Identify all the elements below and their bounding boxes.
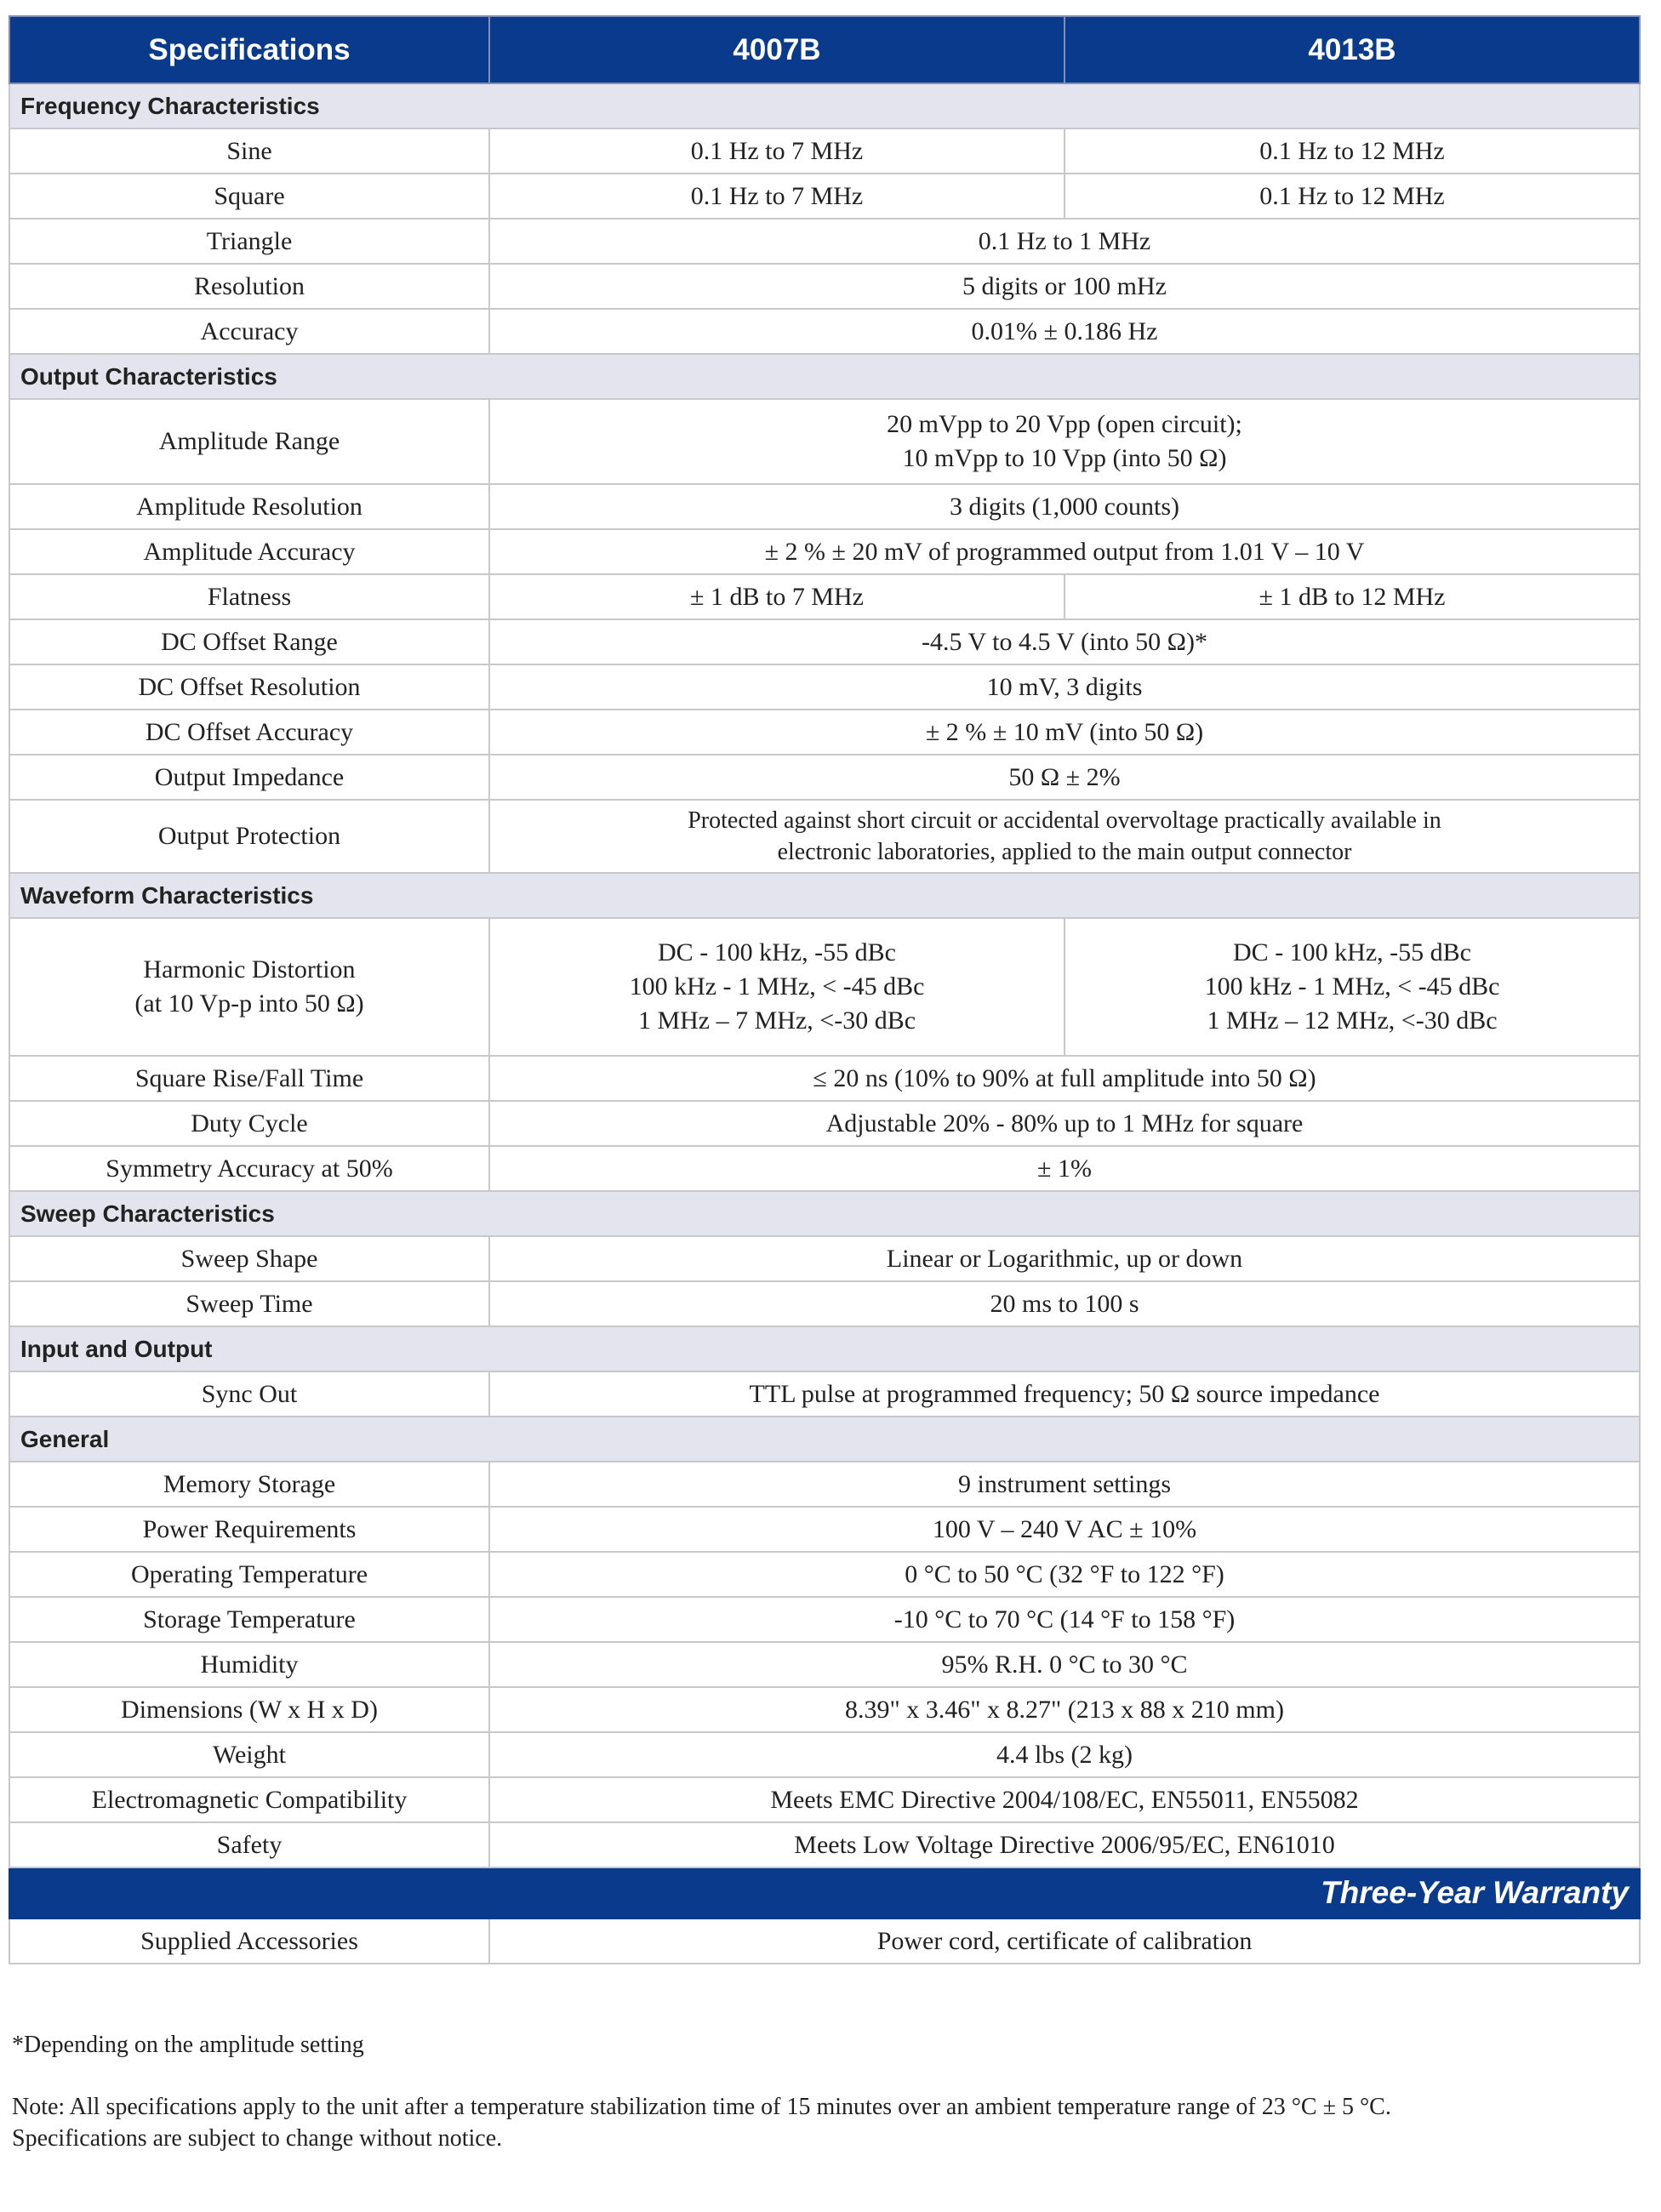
value-shared: 5 digits or 100 mHz	[489, 264, 1640, 309]
row-label: Flatness	[9, 574, 489, 619]
value-line: 100 kHz - 1 MHz, < -45 dBc	[1204, 972, 1500, 1001]
value-4007b	[489, 918, 1065, 1056]
table-row	[9, 174, 1640, 219]
label-line: Harmonic Distortion	[143, 955, 356, 983]
table-row	[9, 664, 1640, 710]
note-line: Specifications are subject to change without notice.	[12, 2125, 503, 2152]
value-4013b	[1065, 918, 1640, 1056]
value-shared: Meets Low Voltage Directive 2006/95/EC, EN61010	[489, 1822, 1640, 1867]
value-shared: TTL pulse at programmed frequency; 50 Ω source impedance	[489, 1371, 1640, 1417]
table-row	[9, 264, 1640, 309]
header-model-4013b: 4013B	[1065, 16, 1640, 83]
row-label: Accuracy	[9, 309, 489, 354]
row-label: Amplitude Accuracy	[9, 529, 489, 574]
row-label: Symmetry Accuracy at 50%	[9, 1146, 489, 1191]
value-shared: ± 1%	[489, 1146, 1640, 1191]
value-shared: 0.1 Hz to 1 MHz	[489, 219, 1640, 264]
row-label: Sweep Shape	[9, 1236, 489, 1281]
table-row	[9, 1687, 1640, 1732]
row-label: DC Offset Range	[9, 619, 489, 664]
table-row	[9, 1732, 1640, 1777]
value-shared: 20 ms to 100 s	[489, 1281, 1640, 1326]
row-label: Sync Out	[9, 1371, 489, 1417]
row-label: Square Rise/Fall Time	[9, 1056, 489, 1101]
footnotes	[12, 2029, 1629, 2154]
table-row	[9, 1371, 1640, 1417]
value-4007b: 0.1 Hz to 7 MHz	[489, 128, 1065, 174]
row-label: Duty Cycle	[9, 1101, 489, 1146]
value-shared	[489, 800, 1640, 873]
section-title-sweep: Sweep Characteristics	[9, 1191, 1640, 1236]
table-row	[9, 710, 1640, 755]
value-shared: 4.4 lbs (2 kg)	[489, 1732, 1640, 1777]
section-title-frequency: Frequency Characteristics	[9, 83, 1640, 128]
value-line: 10 mVpp to 10 Vpp (into 50 Ω)	[902, 444, 1227, 472]
row-label: Square	[9, 174, 489, 219]
value-shared: -10 °C to 70 °C (14 °F to 158 °F)	[489, 1597, 1640, 1642]
row-label: Safety	[9, 1822, 489, 1867]
value-shared: 95% R.H. 0 °C to 30 °C	[489, 1642, 1640, 1687]
value-shared: Adjustable 20% - 80% up to 1 MHz for square	[489, 1101, 1640, 1146]
row-label: Weight	[9, 1732, 489, 1777]
value-line: 1 MHz – 7 MHz, <-30 dBc	[637, 1006, 916, 1035]
spec-sheet	[9, 15, 1639, 1964]
value-shared: 100 V – 240 V AC ± 10%	[489, 1507, 1640, 1552]
table-row	[9, 755, 1640, 800]
value-line: Protected against short circuit or accidental overvoltage practically available in	[688, 807, 1441, 834]
section-header	[9, 354, 1640, 399]
spacer	[12, 2061, 1629, 2091]
table-header	[9, 16, 1640, 83]
table-row	[9, 1281, 1640, 1326]
value-4013b: 0.1 Hz to 12 MHz	[1065, 174, 1640, 219]
warranty-banner	[9, 1867, 1640, 1918]
table-row	[9, 574, 1640, 619]
table-row	[9, 309, 1640, 354]
table-row	[9, 219, 1640, 264]
row-label: DC Offset Resolution	[9, 664, 489, 710]
section-header	[9, 1417, 1640, 1462]
table-row	[9, 399, 1640, 484]
section-title-waveform: Waveform Characteristics	[9, 873, 1640, 918]
row-label: Amplitude Range	[9, 399, 489, 484]
row-label: Storage Temperature	[9, 1597, 489, 1642]
section-header	[9, 1191, 1640, 1236]
table-row	[9, 619, 1640, 664]
value-shared: Linear or Logarithmic, up or down	[489, 1236, 1640, 1281]
row-label: Sweep Time	[9, 1281, 489, 1326]
row-label: Output Protection	[9, 800, 489, 873]
row-label: Triangle	[9, 219, 489, 264]
value-line: electronic laboratories, applied to the main output connector	[777, 839, 1352, 865]
warranty-text: Three-Year Warranty	[9, 1867, 1640, 1918]
value-line: DC - 100 kHz, -55 dBc	[658, 938, 896, 966]
table-row	[9, 1552, 1640, 1597]
value-shared: 0 °C to 50 °C (32 °F to 122 °F)	[489, 1552, 1640, 1597]
note-line: Note: All specifications apply to the unit after a temperature stabilization time of 15 minutes over an ambient temperature range of 23 °C ± 5 °C.	[12, 2094, 1391, 2120]
table-row	[9, 1918, 1640, 1964]
row-label: Memory Storage	[9, 1462, 489, 1507]
row-label: Electromagnetic Compatibility	[9, 1777, 489, 1822]
value-line: 1 MHz – 12 MHz, <-30 dBc	[1207, 1006, 1498, 1035]
row-label: Humidity	[9, 1642, 489, 1687]
table-row	[9, 800, 1640, 873]
asterisk-footnote: *Depending on the amplitude setting	[12, 2032, 364, 2058]
table-row	[9, 484, 1640, 529]
table-row	[9, 1777, 1640, 1822]
value-shared: ± 2 % ± 10 mV (into 50 Ω)	[489, 710, 1640, 755]
table-row	[9, 1056, 1640, 1101]
value-shared: 50 Ω ± 2%	[489, 755, 1640, 800]
header-specifications: Specifications	[9, 16, 489, 83]
table-row	[9, 1101, 1640, 1146]
section-title-input-output: Input and Output	[9, 1326, 1640, 1371]
row-label: Operating Temperature	[9, 1552, 489, 1597]
row-label: Power Requirements	[9, 1507, 489, 1552]
table-row	[9, 1642, 1640, 1687]
value-4013b: 0.1 Hz to 12 MHz	[1065, 128, 1640, 174]
value-shared: Meets EMC Directive 2004/108/EC, EN55011, EN55082	[489, 1777, 1640, 1822]
section-title-general: General	[9, 1417, 1640, 1462]
row-label: Amplitude Resolution	[9, 484, 489, 529]
value-shared: 3 digits (1,000 counts)	[489, 484, 1640, 529]
value-shared: ± 2 % ± 20 mV of programmed output from 1.01 V – 10 V	[489, 529, 1640, 574]
value-shared	[489, 399, 1640, 484]
section-header	[9, 1326, 1640, 1371]
label-line: (at 10 Vp-p into 50 Ω)	[134, 989, 364, 1018]
table-row	[9, 1822, 1640, 1867]
table-row	[9, 529, 1640, 574]
header-model-4007b: 4007B	[489, 16, 1065, 83]
value-shared: 9 instrument settings	[489, 1462, 1640, 1507]
section-header	[9, 83, 1640, 128]
table-row	[9, 1146, 1640, 1191]
row-label: Resolution	[9, 264, 489, 309]
table-row	[9, 1507, 1640, 1552]
value-shared: Power cord, certificate of calibration	[489, 1918, 1640, 1964]
specifications-table	[9, 15, 1641, 1964]
row-label: DC Offset Accuracy	[9, 710, 489, 755]
value-4007b: 0.1 Hz to 7 MHz	[489, 174, 1065, 219]
row-label: Output Impedance	[9, 755, 489, 800]
value-shared: 10 mV, 3 digits	[489, 664, 1640, 710]
value-shared: -4.5 V to 4.5 V (into 50 Ω)*	[489, 619, 1640, 664]
value-line: 100 kHz - 1 MHz, < -45 dBc	[629, 972, 925, 1001]
value-4013b: ± 1 dB to 12 MHz	[1065, 574, 1640, 619]
row-label: Supplied Accessories	[9, 1918, 489, 1964]
row-label: Sine	[9, 128, 489, 174]
row-label	[9, 918, 489, 1056]
value-shared: 0.01% ± 0.186 Hz	[489, 309, 1640, 354]
section-header	[9, 873, 1640, 918]
value-line: DC - 100 kHz, -55 dBc	[1233, 938, 1471, 966]
value-4007b: ± 1 dB to 7 MHz	[489, 574, 1065, 619]
value-shared: 8.39" x 3.46" x 8.27" (213 x 88 x 210 mm)	[489, 1687, 1640, 1732]
value-shared: ≤ 20 ns (10% to 90% at full amplitude into 50 Ω)	[489, 1056, 1640, 1101]
table-row	[9, 1462, 1640, 1507]
section-title-output: Output Characteristics	[9, 354, 1640, 399]
table-row	[9, 1236, 1640, 1281]
row-label: Dimensions (W x H x D)	[9, 1687, 489, 1732]
table-row	[9, 128, 1640, 174]
table-row	[9, 918, 1640, 1056]
table-row	[9, 1597, 1640, 1642]
value-line: 20 mVpp to 20 Vpp (open circuit);	[887, 410, 1242, 438]
